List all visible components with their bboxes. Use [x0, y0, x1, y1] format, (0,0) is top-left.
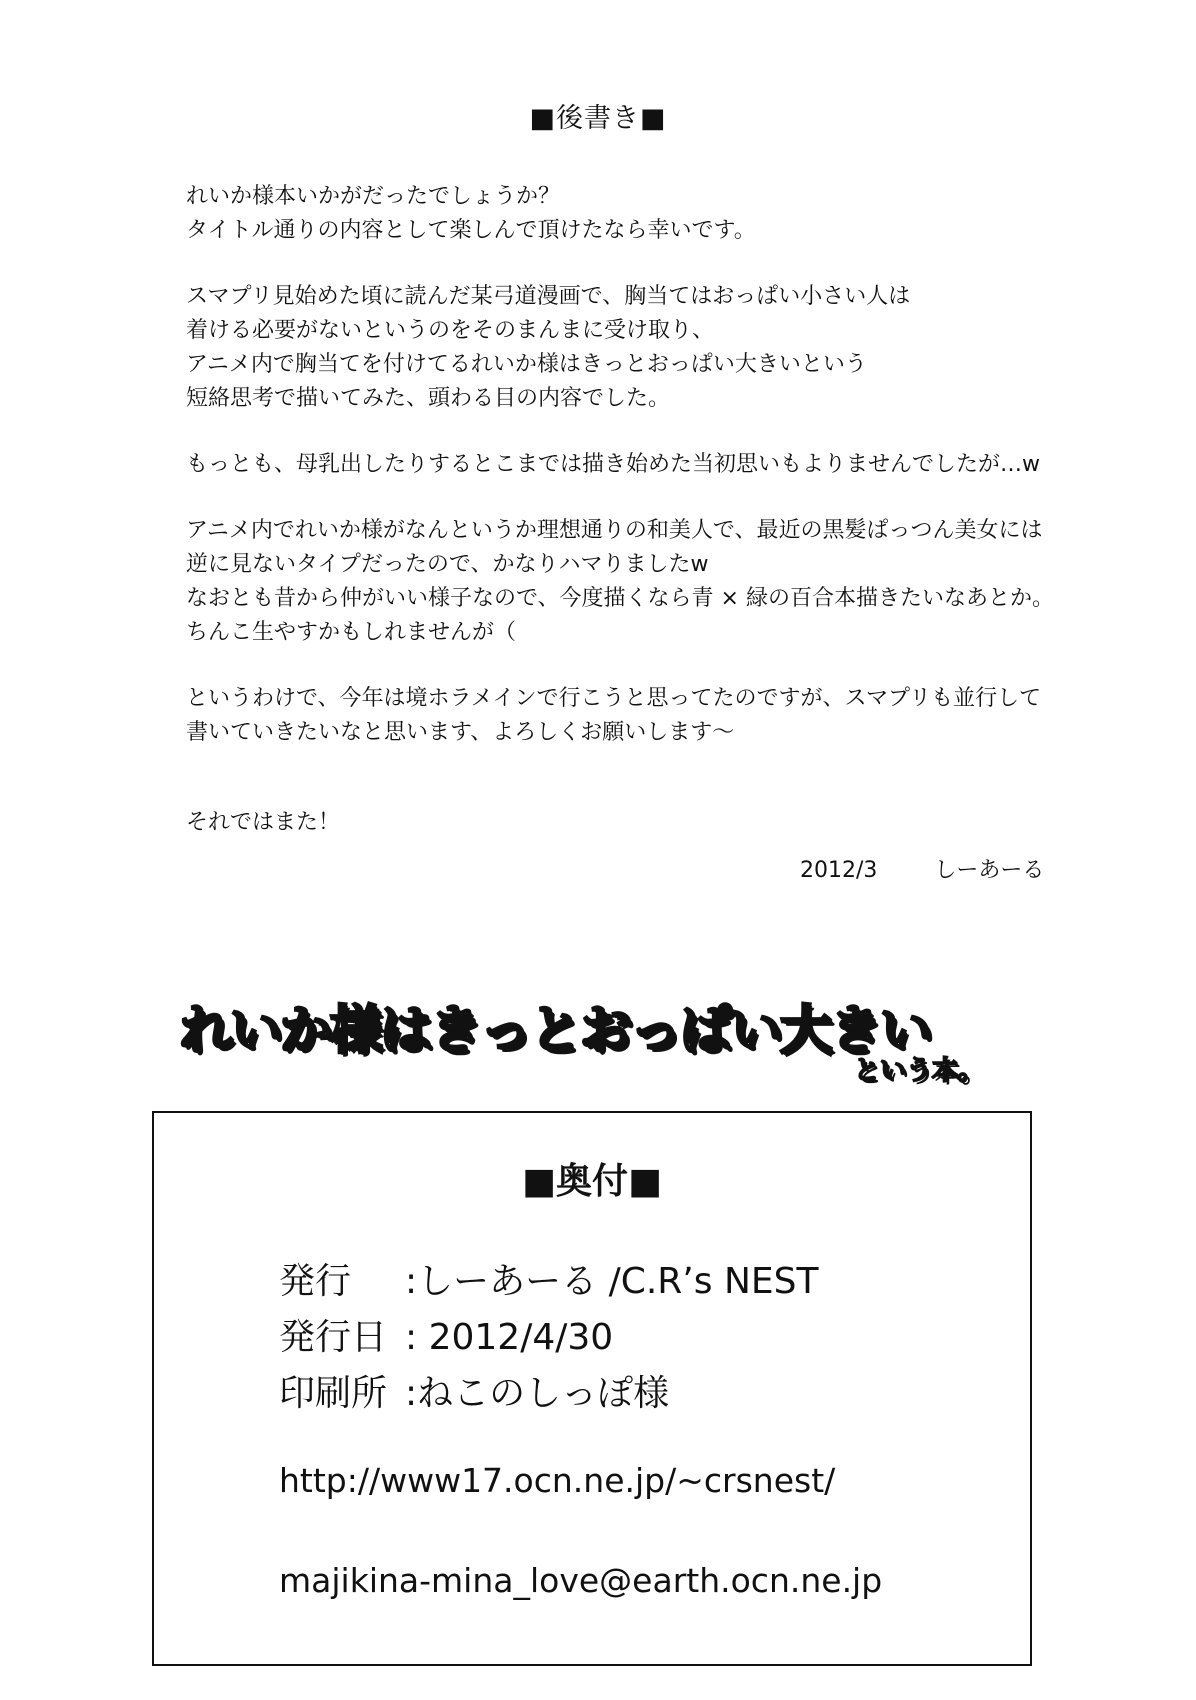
printer-label: 印刷所 — [279, 1373, 388, 1414]
colophon-box — [152, 1111, 1032, 1666]
colophon-heading: ■奥付■ — [521, 1161, 663, 1202]
colophon-printer-row — [279, 1365, 669, 1416]
book-title: れいか様はきっとおっぱい大きい — [180, 1001, 931, 1061]
afterword-author: しーあーる — [934, 858, 1045, 883]
afterword-paragraph: もっとも、母乳出したりするとこまでは描き始めた当初思いもよりませんでしたが…w — [186, 452, 1040, 477]
website-url[interactable]: http://www17.ocn.ne.jp/~crsnest/ — [279, 1461, 836, 1500]
afterword-heading: ■後書き■ — [529, 103, 667, 134]
afterword-signature — [800, 853, 1044, 884]
title-banner — [172, 988, 985, 1098]
contact-email[interactable]: majikina-mina_love@earth.ocn.ne.jp — [279, 1561, 883, 1600]
afterword-paragraph: それではまた！ — [186, 810, 341, 835]
afterword-paragraph: というわけで、今年は境ホラメインで行こうと思ってたのですが、スマプリも並行して 書いていきたいなと思います、よろしくお願いします～ — [186, 686, 1042, 745]
publisher-label: 発行 — [279, 1261, 352, 1302]
colophon-date-row — [279, 1309, 613, 1360]
colophon-publisher-row — [279, 1253, 818, 1304]
afterword-paragraph: スマプリ見始めた頃に読んだ某弓道漫画で、胸当てはおっぱい小さい人は 着ける必要がないというのをそのまんまに受け取り、 アニメ内で胸当てを付けてるれいか様はきっとおっぱい大きいという 短絡思考で描いてみた、頭わる目の内容でした。 — [186, 284, 911, 411]
printer-value: :ねこのしっぽ様 — [405, 1373, 670, 1414]
publish-date-label: 発行日 — [279, 1317, 388, 1358]
publisher-value: :しーあーる /C.R’s NEST — [405, 1261, 819, 1302]
afterword-paragraph: れいか様本いかがだったでしょうか？ タイトル通りの内容として楽しんで頂けたなら幸いです。 — [186, 184, 756, 243]
book-subtitle: という本。 — [854, 1056, 985, 1086]
afterword-paragraph: アニメ内でれいか様がなんというか理想通りの和美人で、最近の黒髪ぱっつん美女には 逆に見ないタイプだったので、かなりハマりましたw なおとも昔から仲がいい様子なので、今度描くなら青 × 緑の百合本描きたいなあとか。 ちんこ生やすかもしれませんが（ — [186, 518, 1054, 645]
publish-date-value: : 2012/4/30 — [405, 1317, 614, 1358]
afterword-body — [186, 180, 1136, 872]
afterword-date: 2012/3 — [800, 858, 878, 883]
